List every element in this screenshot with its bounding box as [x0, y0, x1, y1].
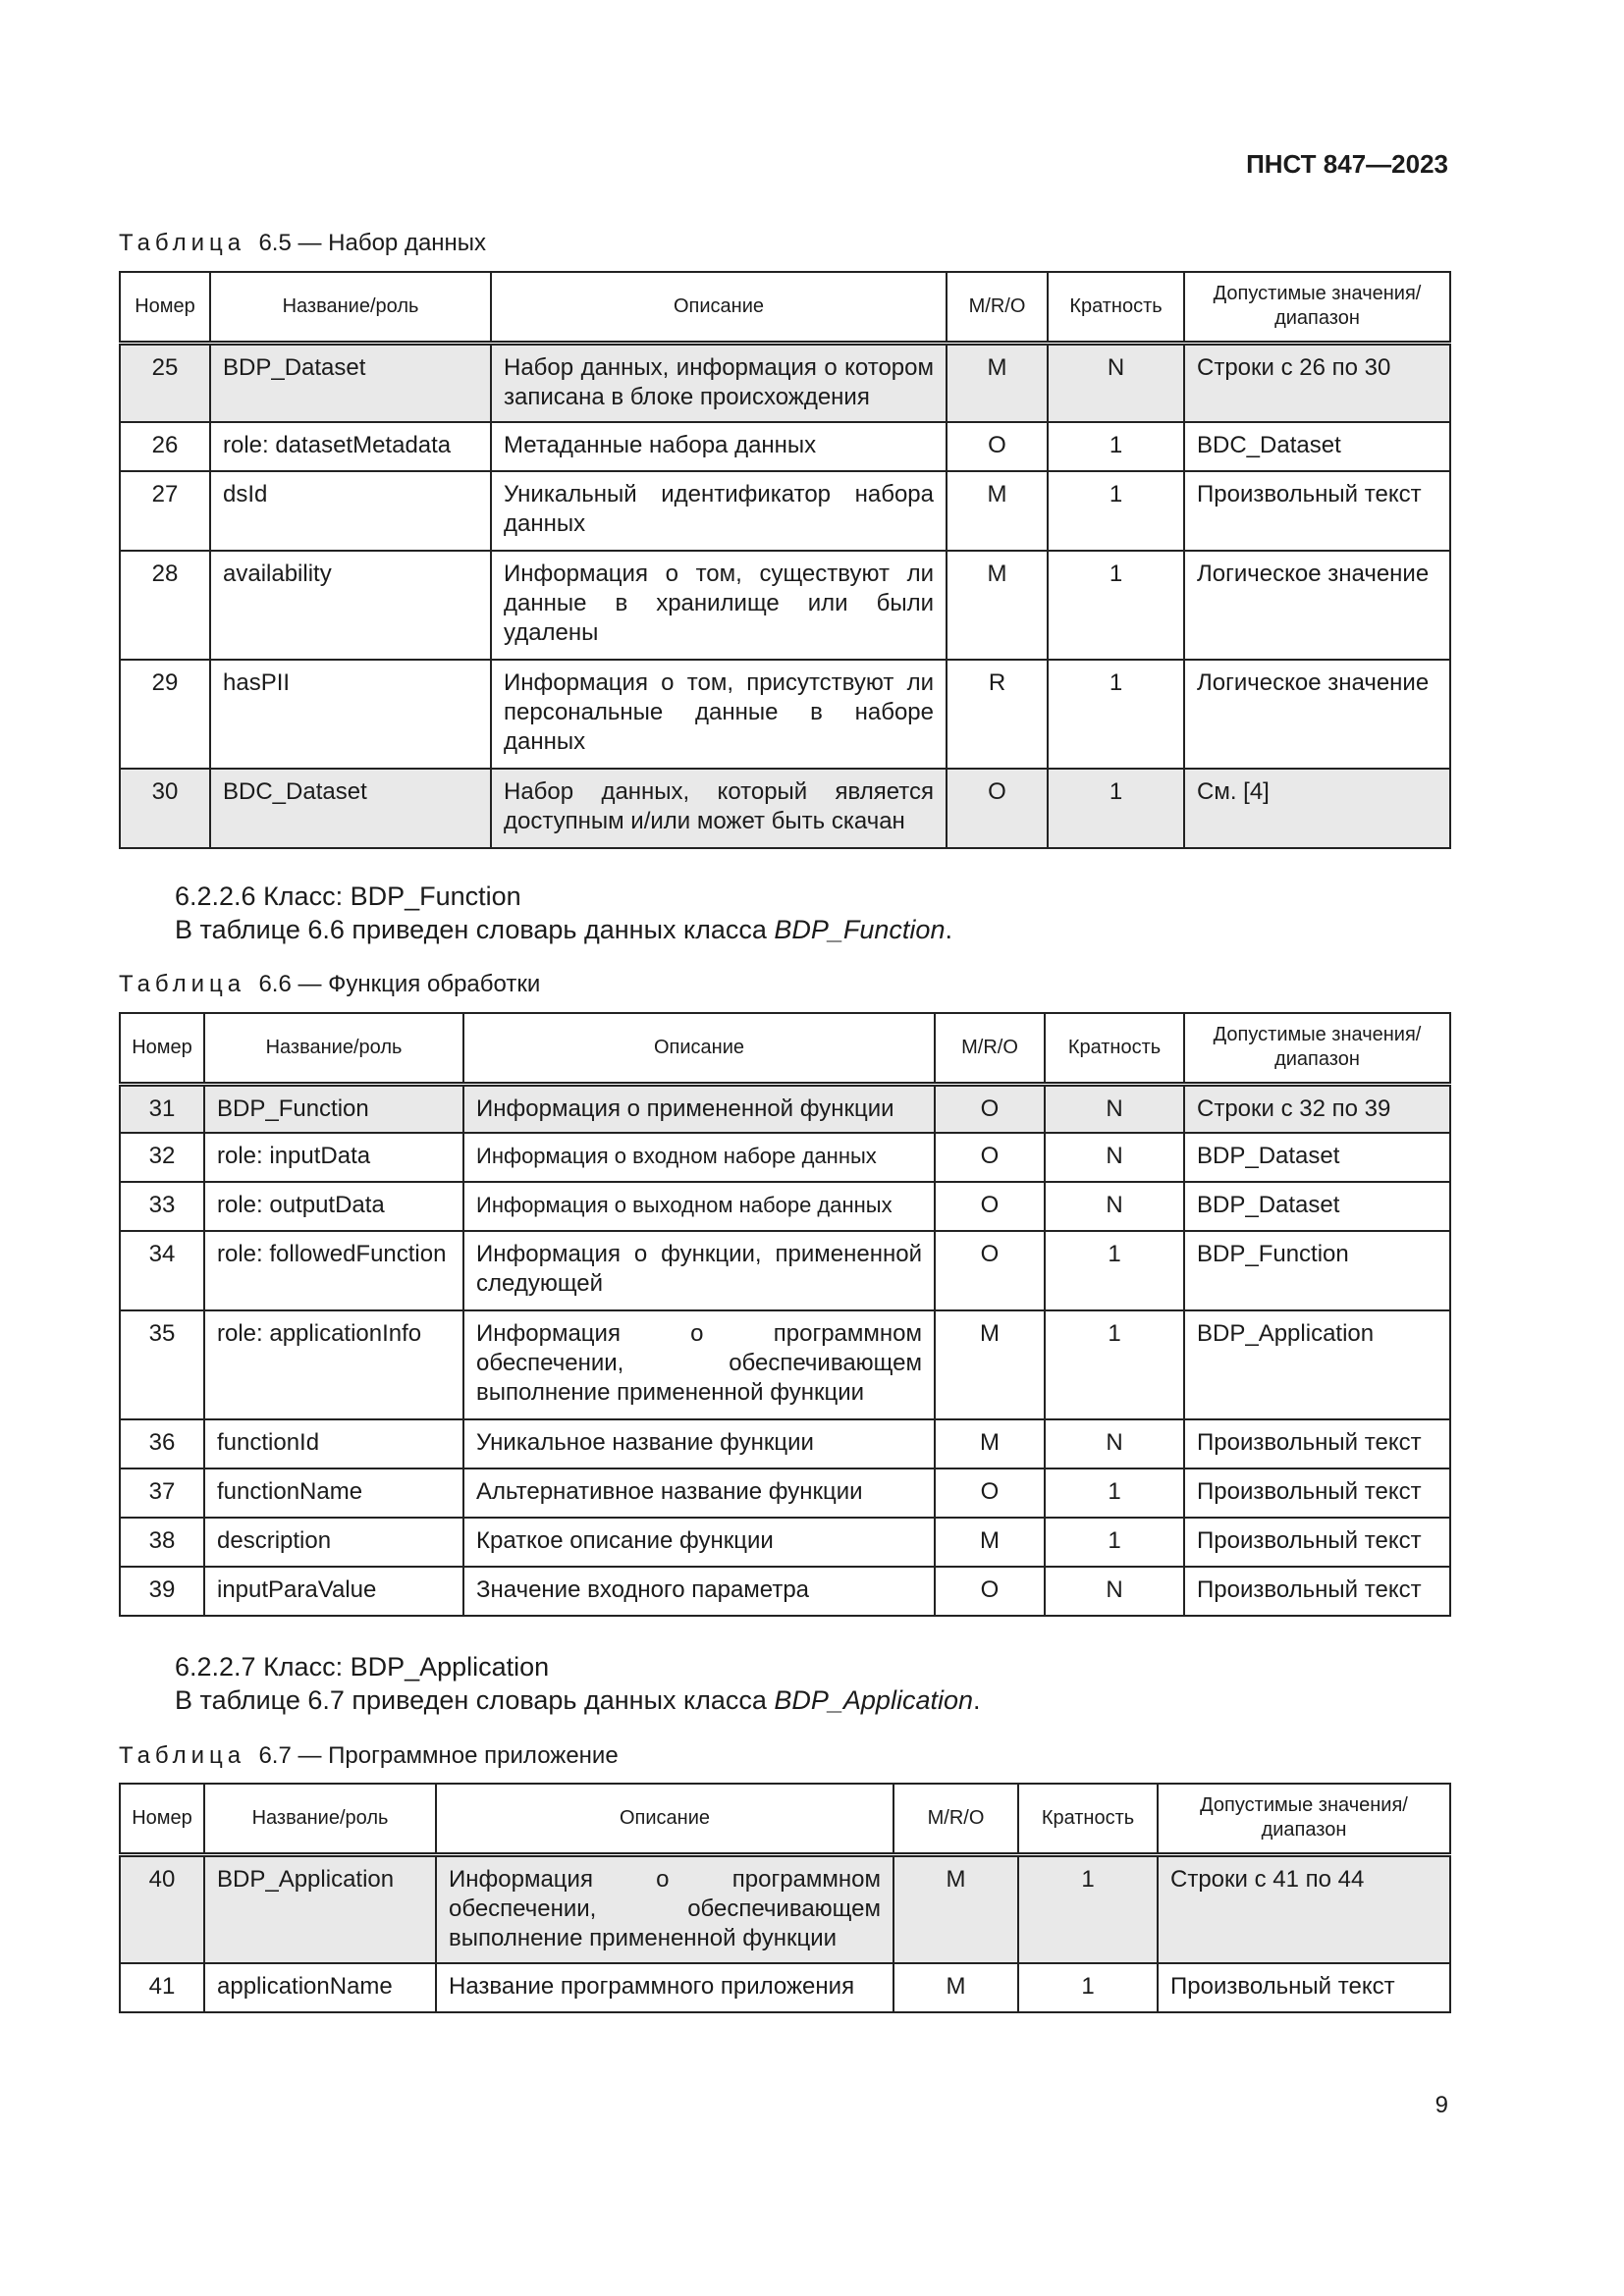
document-code: ПНСТ 847—2023 — [1246, 149, 1448, 179]
cell-values: Произвольный текст — [1184, 1419, 1450, 1468]
cell-description: Информация о том, присутствуют ли персональные данные в наборе данных — [491, 660, 947, 769]
cell-number: 33 — [120, 1182, 204, 1231]
column-header: Номер — [120, 1013, 204, 1084]
table-row — [120, 1182, 1450, 1231]
cell-name: role: datasetMetadata — [210, 422, 491, 471]
cell-number: 38 — [120, 1518, 204, 1567]
cell-multiplicity: 1 — [1018, 1854, 1158, 1963]
table-6-7 — [119, 1783, 1451, 2013]
column-header: M/R/O — [935, 1013, 1045, 1084]
cell-name: BDP_Function — [204, 1084, 463, 1133]
column-header: Номер — [120, 272, 210, 343]
cell-number: 29 — [120, 660, 210, 769]
table-row — [120, 343, 1450, 422]
cell-multiplicity: N — [1045, 1084, 1184, 1133]
cell-mro: M — [935, 1518, 1045, 1567]
cell-mro: O — [935, 1231, 1045, 1310]
table-6-5 — [119, 271, 1451, 849]
cell-multiplicity: 1 — [1045, 1310, 1184, 1419]
cell-description: Информация о программном обеспечении, обеспечивающем выполнение примененной функции — [436, 1854, 893, 1963]
cell-description: Уникальный идентификатор набора данных — [491, 471, 947, 551]
cell-values: Логическое значение — [1184, 551, 1450, 660]
text-before: В таблице 6.7 приведен словарь данных класса — [175, 1685, 775, 1715]
cell-number: 30 — [120, 769, 210, 848]
cell-description: Значение входного параметра — [463, 1567, 935, 1616]
column-header: Номер — [120, 1784, 204, 1854]
table-6-5-caption — [119, 230, 486, 257]
caption-title: 6.6 — Функция обработки — [258, 971, 541, 997]
cell-multiplicity: N — [1045, 1567, 1184, 1616]
cell-mro: M — [947, 471, 1048, 551]
cell-number: 31 — [120, 1084, 204, 1133]
cell-name: hasPII — [210, 660, 491, 769]
cell-name: role: followedFunction — [204, 1231, 463, 1310]
cell-description: Информация о функции, примененной следующей — [463, 1231, 935, 1310]
cell-values: Произвольный текст — [1184, 1518, 1450, 1567]
cell-number: 32 — [120, 1133, 204, 1182]
cell-values: BDP_Function — [1184, 1231, 1450, 1310]
column-header: M/R/O — [893, 1784, 1018, 1854]
cell-mro: M — [947, 551, 1048, 660]
table-row — [120, 1419, 1450, 1468]
page-number: 9 — [1435, 2092, 1448, 2118]
table-6-6 — [119, 1012, 1451, 1617]
table-row — [120, 1518, 1450, 1567]
cell-multiplicity: 1 — [1048, 769, 1184, 848]
cell-multiplicity: 1 — [1045, 1231, 1184, 1310]
text-before: В таблице 6.6 приведен словарь данных класса — [175, 915, 775, 944]
cell-multiplicity: N — [1045, 1133, 1184, 1182]
cell-values: BDP_Application — [1184, 1310, 1450, 1419]
cell-name: BDP_Application — [204, 1854, 436, 1963]
cell-mro: O — [935, 1182, 1045, 1231]
cell-number: 36 — [120, 1419, 204, 1468]
cell-number: 26 — [120, 422, 210, 471]
cell-values: BDP_Dataset — [1184, 1133, 1450, 1182]
cell-number: 28 — [120, 551, 210, 660]
cell-number: 40 — [120, 1854, 204, 1963]
column-header: Кратность — [1018, 1784, 1158, 1854]
table-row — [120, 1133, 1450, 1182]
cell-description: Набор данных, который является доступным и/или может быть скачан — [491, 769, 947, 848]
column-header: Описание — [491, 272, 947, 343]
class-name: BDP_Function — [774, 915, 946, 944]
table-6-6-caption — [119, 971, 540, 998]
table-row — [120, 1468, 1450, 1518]
cell-multiplicity: N — [1048, 343, 1184, 422]
cell-number: 27 — [120, 471, 210, 551]
table-header-row — [120, 1013, 1450, 1084]
cell-name: applicationName — [204, 1963, 436, 2012]
cell-name: functionName — [204, 1468, 463, 1518]
cell-mro: M — [935, 1419, 1045, 1468]
table-row — [120, 471, 1450, 551]
cell-name: role: outputData — [204, 1182, 463, 1231]
cell-description: Информация о примененной функции — [463, 1084, 935, 1133]
cell-values: Строки с 41 по 44 — [1158, 1854, 1450, 1963]
cell-description: Альтернативное название функции — [463, 1468, 935, 1518]
text-after: . — [973, 1685, 981, 1715]
caption-word: Таблица — [119, 971, 246, 997]
cell-name: BDP_Dataset — [210, 343, 491, 422]
column-header: Допустимые значения/ диапазон — [1184, 1013, 1450, 1084]
column-header: M/R/O — [947, 272, 1048, 343]
cell-multiplicity: 1 — [1018, 1963, 1158, 2012]
table-header-row — [120, 272, 1450, 343]
cell-multiplicity: 1 — [1045, 1468, 1184, 1518]
cell-values: Произвольный текст — [1184, 1468, 1450, 1518]
column-header: Описание — [463, 1013, 935, 1084]
cell-multiplicity: 1 — [1048, 471, 1184, 551]
section-heading-6-2-2-7: 6.2.2.7 Класс: BDP_Application — [175, 1652, 550, 1682]
caption-word: Таблица — [119, 1742, 246, 1769]
table-header-row — [120, 1784, 1450, 1854]
cell-description: Информация о программном обеспечении, обеспечивающем выполнение примененной функции — [463, 1310, 935, 1419]
cell-description: Информация о выходном наборе данных — [463, 1182, 935, 1231]
cell-values: См. [4] — [1184, 769, 1450, 848]
caption-title: 6.5 — Набор данных — [258, 230, 487, 256]
cell-description: Метаданные набора данных — [491, 422, 947, 471]
table-row — [120, 1567, 1450, 1616]
cell-multiplicity: 1 — [1048, 551, 1184, 660]
cell-name: description — [204, 1518, 463, 1567]
cell-values: Логическое значение — [1184, 660, 1450, 769]
column-header: Кратность — [1045, 1013, 1184, 1084]
cell-values: Строки с 32 по 39 — [1184, 1084, 1450, 1133]
section-heading-6-2-2-6: 6.2.2.6 Класс: BDP_Function — [175, 881, 521, 911]
cell-mro: O — [935, 1133, 1045, 1182]
table-row — [120, 1310, 1450, 1419]
table-row — [120, 1231, 1450, 1310]
cell-mro: R — [947, 660, 1048, 769]
cell-number: 25 — [120, 343, 210, 422]
section-text-6-2-2-6 — [175, 915, 952, 945]
table-row — [120, 1963, 1450, 2012]
cell-mro: M — [935, 1310, 1045, 1419]
section-text-6-2-2-7 — [175, 1685, 981, 1716]
cell-mro: O — [947, 769, 1048, 848]
cell-mro: O — [935, 1567, 1045, 1616]
column-header: Название/роль — [204, 1013, 463, 1084]
cell-multiplicity: 1 — [1048, 660, 1184, 769]
cell-number: 34 — [120, 1231, 204, 1310]
table-row — [120, 660, 1450, 769]
cell-mro: M — [893, 1963, 1018, 2012]
cell-mro: O — [935, 1468, 1045, 1518]
cell-mro: O — [935, 1084, 1045, 1133]
cell-number: 35 — [120, 1310, 204, 1419]
cell-values: Произвольный текст — [1184, 1567, 1450, 1616]
cell-mro: O — [947, 422, 1048, 471]
class-name: BDP_Application — [774, 1685, 973, 1715]
cell-description: Информация о входном наборе данных — [463, 1133, 935, 1182]
cell-multiplicity: N — [1045, 1419, 1184, 1468]
cell-mro: M — [947, 343, 1048, 422]
cell-name: BDC_Dataset — [210, 769, 491, 848]
column-header: Допустимые значения/ диапазон — [1158, 1784, 1450, 1854]
table-row — [120, 1084, 1450, 1133]
cell-multiplicity: N — [1045, 1182, 1184, 1231]
cell-values: Строки с 26 по 30 — [1184, 343, 1450, 422]
cell-description: Информация о том, существуют ли данные в хранилище или были удалены — [491, 551, 947, 660]
cell-multiplicity: 1 — [1045, 1518, 1184, 1567]
column-header: Название/роль — [210, 272, 491, 343]
cell-values: BDC_Dataset — [1184, 422, 1450, 471]
cell-name: availability — [210, 551, 491, 660]
table-row — [120, 769, 1450, 848]
cell-values: Произвольный текст — [1184, 471, 1450, 551]
cell-name: role: inputData — [204, 1133, 463, 1182]
text-after: . — [945, 915, 952, 944]
cell-description: Краткое описание функции — [463, 1518, 935, 1567]
cell-values: BDP_Dataset — [1184, 1182, 1450, 1231]
cell-description: Название программного приложения — [436, 1963, 893, 2012]
cell-description: Уникальное название функции — [463, 1419, 935, 1468]
cell-number: 41 — [120, 1963, 204, 2012]
caption-word: Таблица — [119, 230, 246, 256]
cell-multiplicity: 1 — [1048, 422, 1184, 471]
cell-values: Произвольный текст — [1158, 1963, 1450, 2012]
cell-name: functionId — [204, 1419, 463, 1468]
cell-number: 39 — [120, 1567, 204, 1616]
cell-name: dsId — [210, 471, 491, 551]
cell-name: inputParaValue — [204, 1567, 463, 1616]
column-header: Название/роль — [204, 1784, 436, 1854]
cell-name: role: applicationInfo — [204, 1310, 463, 1419]
table-row — [120, 422, 1450, 471]
table-row — [120, 1854, 1450, 1963]
column-header: Допустимые значения/ диапазон — [1184, 272, 1450, 343]
table-6-7-caption — [119, 1742, 619, 1770]
column-header: Кратность — [1048, 272, 1184, 343]
cell-description: Набор данных, информация о котором записана в блоке происхождения — [491, 343, 947, 422]
column-header: Описание — [436, 1784, 893, 1854]
cell-mro: M — [893, 1854, 1018, 1963]
cell-number: 37 — [120, 1468, 204, 1518]
table-row — [120, 551, 1450, 660]
caption-title: 6.7 — Программное приложение — [258, 1742, 619, 1769]
